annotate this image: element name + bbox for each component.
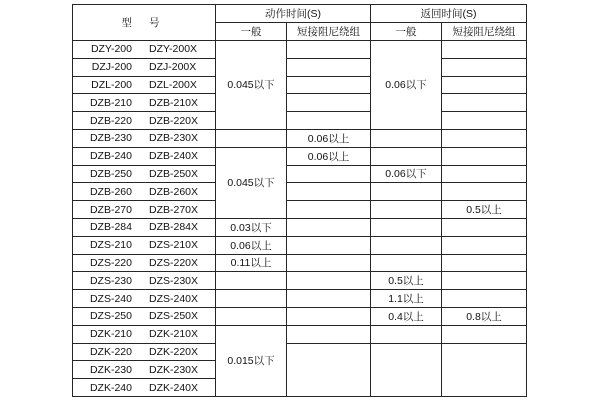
return-damped-winding-header: 短接阻尼绕组 <box>442 23 527 41</box>
return-damped-cell <box>442 112 527 130</box>
model-name-x: DZK-240X <box>148 381 199 394</box>
model-cell <box>73 343 216 361</box>
model-cell <box>73 183 216 201</box>
table-row <box>73 147 527 165</box>
action-damped-cell: 0.06以上 <box>287 147 371 165</box>
model-cell <box>73 236 216 254</box>
action-general-cell: 0.03以下 <box>216 218 287 236</box>
model-name-x: DZS-220X <box>148 256 199 269</box>
return-damped-cell <box>442 165 527 183</box>
return-general-cell: 0.4以上 <box>371 307 442 325</box>
model-cell <box>73 58 216 76</box>
action-damped-cell <box>287 272 371 290</box>
return-general-cell <box>371 343 442 396</box>
model-name-x: DZB-250X <box>148 167 199 180</box>
return-time-header: 返回时间(S) <box>371 5 527 23</box>
model-name: DZK-210 <box>89 328 132 341</box>
return-general-cell <box>371 254 442 272</box>
action-general-cell <box>216 129 287 147</box>
model-name: DZB-210 <box>89 96 132 109</box>
model-name: DZJ-200 <box>91 61 132 74</box>
action-damped-cell <box>287 183 371 201</box>
model-name-x: DZB-260X <box>148 185 199 198</box>
return-damped-cell: 0.5以上 <box>442 201 527 219</box>
model-name: DZL-200 <box>91 78 132 91</box>
table-row <box>73 218 527 236</box>
action-general-cell: 0.11以上 <box>216 254 287 272</box>
model-name: DZS-230 <box>89 274 132 287</box>
model-name: DZS-240 <box>89 292 132 305</box>
action-damped-cell <box>287 41 371 59</box>
model-cell <box>73 147 216 165</box>
model-cell <box>73 325 216 343</box>
spec-table <box>72 4 527 397</box>
model-cell <box>73 361 216 379</box>
action-damped-cell <box>287 76 371 94</box>
table-row <box>73 254 527 272</box>
action-damped-cell <box>287 290 371 308</box>
action-damped-cell <box>287 343 371 396</box>
action-damped-cell <box>287 94 371 112</box>
model-name-x: DZB-210X <box>148 96 199 109</box>
model-name: DZK-240 <box>89 381 132 394</box>
model-name-x: DZL-200X <box>149 78 197 91</box>
model-cell <box>73 290 216 308</box>
action-damped-cell <box>287 165 371 183</box>
model-name-x: DZS-240X <box>148 292 199 305</box>
return-damped-cell <box>442 129 527 147</box>
table-row <box>73 325 527 343</box>
model-name-x: DZJ-200X <box>149 61 197 74</box>
return-damped-cell <box>442 147 527 165</box>
action-damped-cell <box>287 58 371 76</box>
action-general-cell <box>216 307 287 325</box>
model-cell <box>73 112 216 130</box>
model-name-x: DZK-230X <box>148 363 199 376</box>
table-row <box>73 165 527 183</box>
model-name: DZB-260 <box>89 185 132 198</box>
model-cell <box>73 129 216 147</box>
model-name-x: DZB-270X <box>148 203 199 216</box>
model-name-x: DZS-230X <box>148 274 199 287</box>
model-cell <box>73 254 216 272</box>
model-cell <box>73 76 216 94</box>
return-general-cell: 0.06以下 <box>371 165 442 183</box>
table-row <box>73 129 527 147</box>
model-name: DZK-220 <box>89 345 132 358</box>
model-column-header: 型 号 <box>73 5 216 41</box>
return-general-cell <box>371 201 442 219</box>
action-damped-cell <box>287 236 371 254</box>
table-row <box>73 343 527 361</box>
table-row <box>73 41 527 59</box>
return-damped-cell <box>442 272 527 290</box>
model-cell <box>73 272 216 290</box>
model-name-x: DZB-240X <box>148 150 199 163</box>
model-name: DZS-210 <box>89 239 132 252</box>
model-name: DZB-220 <box>89 114 132 127</box>
model-cell <box>73 218 216 236</box>
return-damped-cell <box>442 290 527 308</box>
return-general-cell <box>371 218 442 236</box>
action-time-header: 动作时间(S) <box>216 5 371 23</box>
action-general-cell: 0.045以下 <box>216 41 287 130</box>
return-damped-cell <box>442 343 527 396</box>
return-damped-cell <box>442 94 527 112</box>
table-row <box>73 236 527 254</box>
return-damped-cell <box>442 58 527 76</box>
model-name-x: DZK-210X <box>148 328 199 341</box>
model-name-x: DZS-210X <box>148 239 199 252</box>
return-damped-cell <box>442 254 527 272</box>
table-row <box>73 94 527 112</box>
return-general-header: 一般 <box>371 23 442 41</box>
action-general-cell: 0.06以上 <box>216 236 287 254</box>
action-damped-cell <box>287 307 371 325</box>
model-name: DZK-230 <box>89 363 132 376</box>
return-general-cell <box>371 147 442 165</box>
model-name-x: DZB-284X <box>148 221 199 234</box>
action-damped-cell <box>287 201 371 219</box>
action-damped-cell <box>287 325 371 343</box>
table-body <box>73 41 527 397</box>
action-general-cell: 0.015以下 <box>216 325 287 396</box>
return-damped-cell <box>442 76 527 94</box>
table-row <box>73 290 527 308</box>
model-name: DZB-230 <box>89 132 132 145</box>
model-name: DZB-240 <box>89 150 132 163</box>
model-name: DZS-220 <box>89 256 132 269</box>
action-general-cell <box>216 272 287 290</box>
model-name-x: DZB-220X <box>148 114 199 127</box>
model-name: DZB-284 <box>89 221 132 234</box>
action-general-header: 一般 <box>216 23 287 41</box>
table-header <box>73 5 527 41</box>
model-name: DZS-250 <box>89 310 132 323</box>
return-general-cell: 0.06以下 <box>371 41 442 130</box>
return-damped-cell <box>442 218 527 236</box>
return-damped-cell <box>442 41 527 59</box>
action-general-cell <box>216 290 287 308</box>
return-general-cell <box>371 236 442 254</box>
model-cell <box>73 94 216 112</box>
action-damped-cell <box>287 218 371 236</box>
model-name: DZB-270 <box>89 203 132 216</box>
return-general-cell: 0.5以上 <box>371 272 442 290</box>
return-general-cell <box>371 325 442 343</box>
model-name-x: DZB-230X <box>148 132 199 145</box>
table-row <box>73 58 527 76</box>
return-damped-cell <box>442 325 527 343</box>
table-row <box>73 272 527 290</box>
table-row <box>73 201 527 219</box>
model-cell <box>73 379 216 397</box>
return-damped-cell <box>442 183 527 201</box>
return-damped-cell: 0.8以上 <box>442 307 527 325</box>
return-general-cell <box>371 129 442 147</box>
model-cell <box>73 307 216 325</box>
table-row <box>73 112 527 130</box>
action-damped-cell: 0.06以上 <box>287 129 371 147</box>
table-row <box>73 183 527 201</box>
model-name-x: DZK-220X <box>148 345 199 358</box>
return-general-cell: 1.1以上 <box>371 290 442 308</box>
return-damped-cell <box>442 236 527 254</box>
table-row <box>73 307 527 325</box>
action-general-cell: 0.045以下 <box>216 147 287 218</box>
model-name: DZB-250 <box>89 167 132 180</box>
table-row <box>73 76 527 94</box>
return-general-cell <box>371 183 442 201</box>
action-damped-cell <box>287 254 371 272</box>
model-name: DZY-200 <box>90 43 132 56</box>
model-cell <box>73 41 216 59</box>
header-row-groups <box>73 5 527 23</box>
action-damped-winding-header: 短接阻尼绕组 <box>287 23 371 41</box>
model-name-x: DZY-200X <box>149 43 198 56</box>
action-damped-cell <box>287 112 371 130</box>
model-cell <box>73 201 216 219</box>
model-name-x: DZS-250X <box>148 310 199 323</box>
model-cell <box>73 165 216 183</box>
